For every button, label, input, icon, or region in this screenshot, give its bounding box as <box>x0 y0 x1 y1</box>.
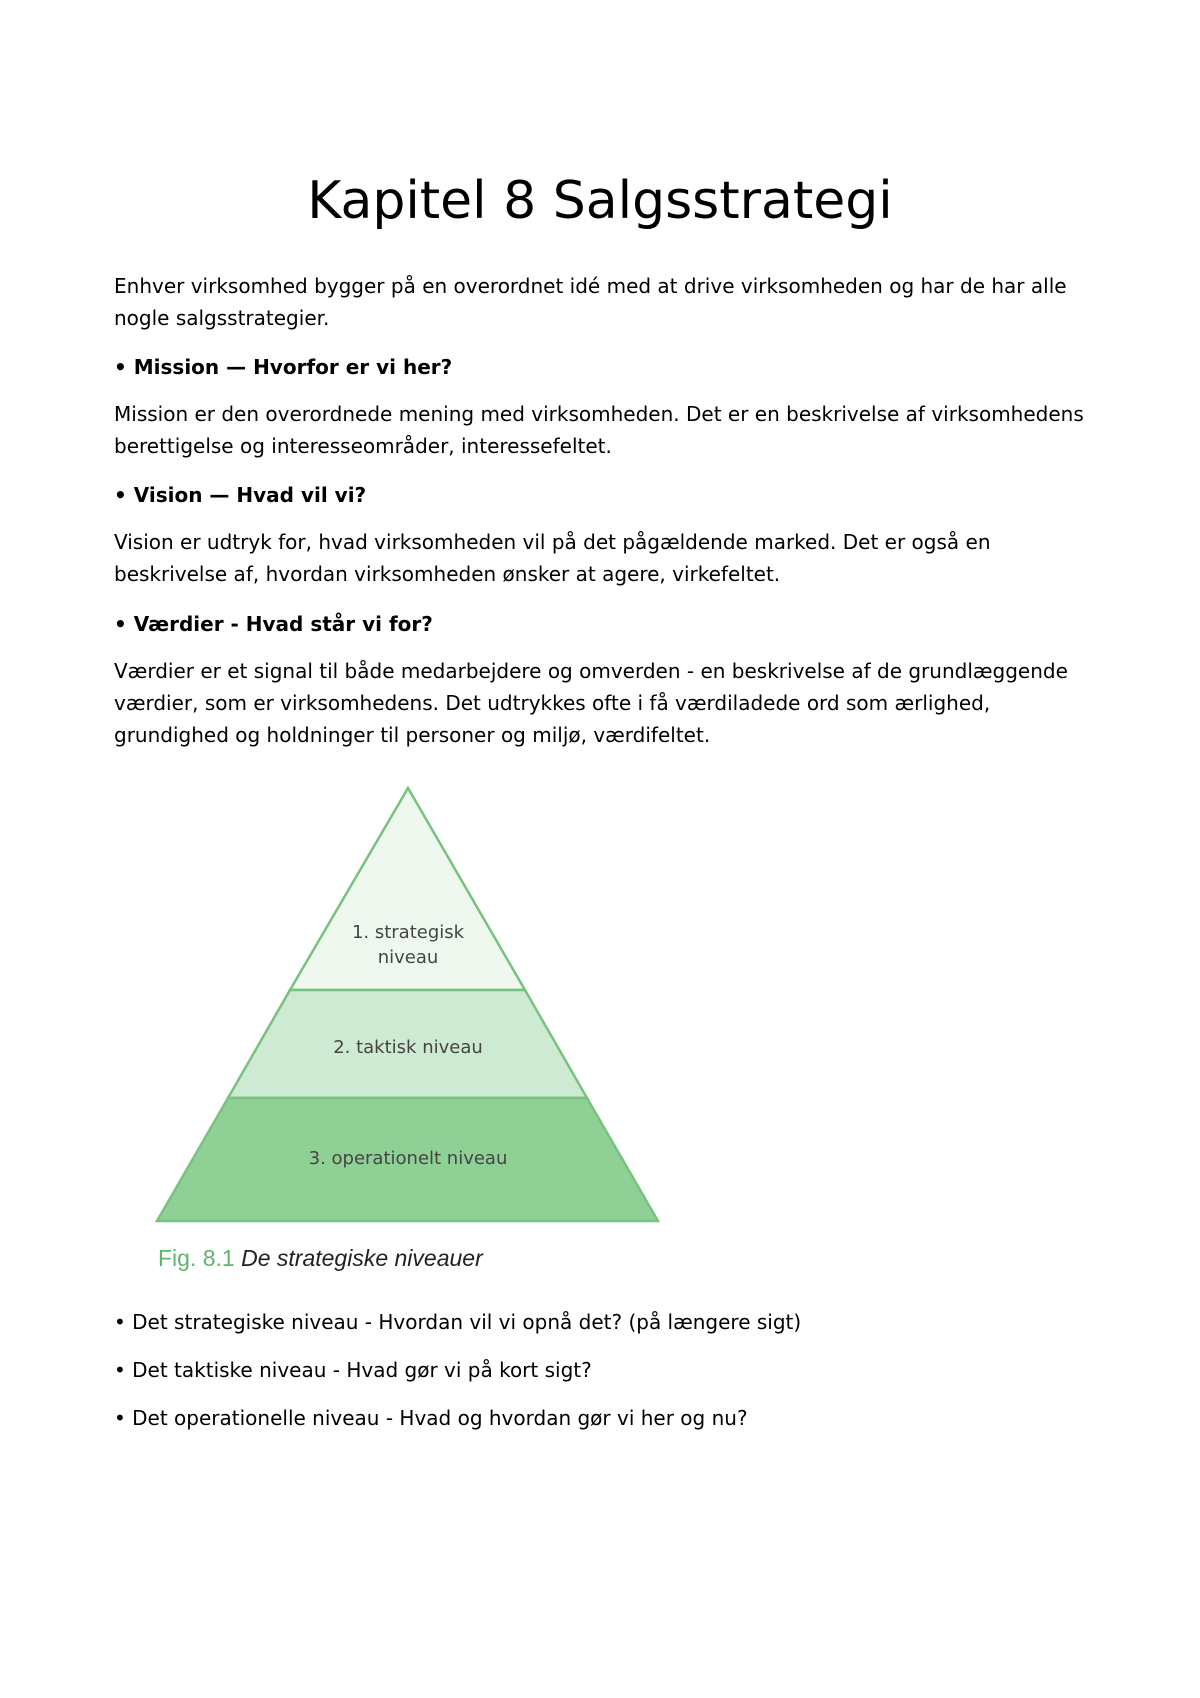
pyramid-label-operational: 3. operationelt niveau <box>308 1148 508 1169</box>
mission-heading: • Mission — Hvorfor er vi her? <box>114 355 453 379</box>
pyramid-diagram <box>150 778 670 1238</box>
values-heading: • Værdier - Hvad står vi for? <box>114 612 433 636</box>
pyramid-label-tactical: 2. taktisk niveau <box>333 1037 483 1058</box>
pyramid-label-strategic-line1: 1. strategisk <box>351 922 465 943</box>
figure-number: Fig. 8.1 <box>158 1245 235 1271</box>
level-item-tactical: • Det taktiske niveau - Hvad gør vi på kort sigt? <box>114 1358 592 1382</box>
level-item-strategic: • Det strategiske niveau - Hvordan vil vi opnå det? (på længere sigt) <box>114 1310 802 1334</box>
intro-paragraph: Enhver virksomhed bygger på en overordnet idé med at drive virksomheden og har de har alle nogle salgsstrategier. <box>114 274 1067 330</box>
vision-paragraph: Vision er udtryk for, hvad virksomheden vil på det pågældende marked. Det er også en beskrivelse af, hvordan virksomheden ønsker at agere, virkefeltet. <box>114 530 991 586</box>
level-item-operational: • Det operationelle niveau - Hvad og hvordan gør vi her og nu? <box>114 1406 748 1430</box>
mission-paragraph: Mission er den overordnede mening med virksomheden. Det er en beskrivelse af virksomhedens berettigelse og interesseområder, interessefeltet. <box>114 402 1084 458</box>
figure-caption-text: De strategiske niveauer <box>241 1245 483 1271</box>
pyramid-label-strategic-line2: niveau <box>377 947 439 968</box>
pyramid-figure <box>150 778 670 1238</box>
page-title: Kapitel 8 Salgsstrategi <box>307 171 893 231</box>
figure-caption <box>158 1243 483 1273</box>
vision-heading: • Vision — Hvad vil vi? <box>114 483 367 507</box>
values-paragraph: Værdier er et signal til både medarbejdere og omverden - en beskrivelse af de grundlæggende værdier, som er virksomhedens. Det udtrykkes ofte i få værdiladede ord som ærlighed, grundighed og holdninger til personer og miljø, værdifeltet. <box>114 659 1068 747</box>
